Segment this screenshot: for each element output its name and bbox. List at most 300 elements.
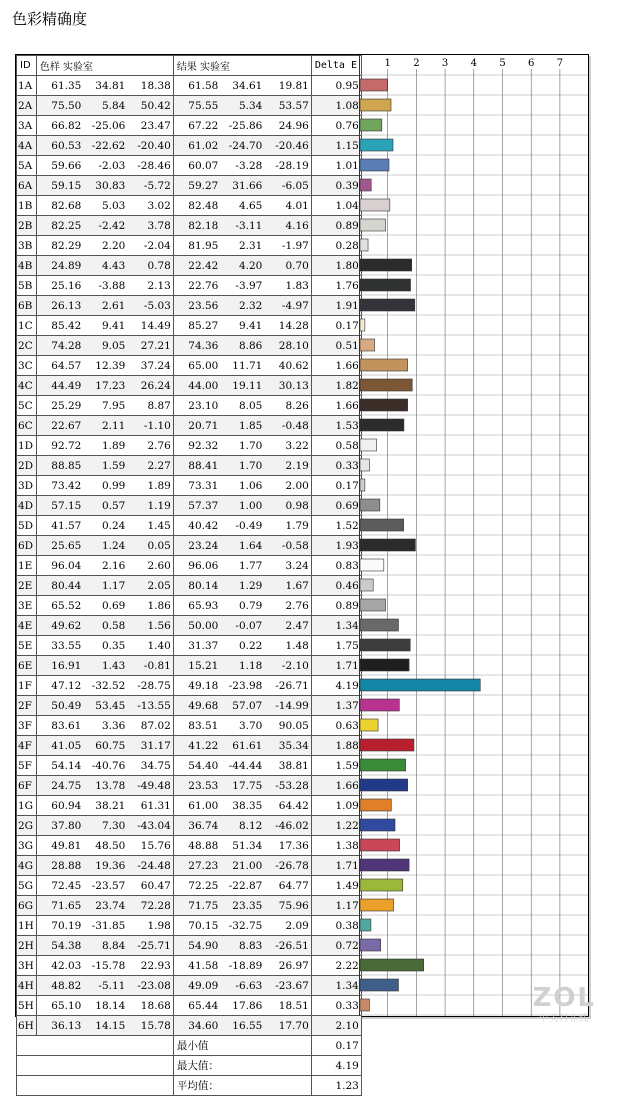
cell-res-l: 23.10 <box>173 396 220 416</box>
cell-res-l: 49.18 <box>173 676 220 696</box>
cell-ref-b: -5.72 <box>127 176 173 196</box>
cell-patch-id: 5E <box>17 636 37 656</box>
cell-ref-l: 96.04 <box>36 556 83 576</box>
cell-ref-l: 41.57 <box>36 516 83 536</box>
cell-ref-a: -25.06 <box>83 116 127 136</box>
cell-res-a: 1.29 <box>220 576 264 596</box>
cell-res-a: 3.70 <box>220 716 264 736</box>
cell-res-a: -3.28 <box>220 156 264 176</box>
cell-res-b: 3.24 <box>264 556 311 576</box>
bar <box>360 999 369 1011</box>
cell-res-a: 4.65 <box>220 196 264 216</box>
x-tick-label: 5 <box>499 58 506 69</box>
cell-ref-b: 23.47 <box>127 116 173 136</box>
cell-res-b: 14.28 <box>264 316 311 336</box>
cell-ref-b: 1.56 <box>127 616 173 636</box>
cell-ref-b: 14.49 <box>127 316 173 336</box>
cell-delta-e: 0.17 <box>311 476 361 496</box>
cell-ref-a: 0.24 <box>83 516 127 536</box>
bar <box>360 719 378 731</box>
bar <box>360 519 404 531</box>
cell-ref-a: 2.20 <box>83 236 127 256</box>
cell-res-a: 17.86 <box>220 996 264 1016</box>
cell-res-b: -23.67 <box>264 976 311 996</box>
cell-res-l: 49.09 <box>173 976 220 996</box>
cell-ref-l: 82.29 <box>36 236 83 256</box>
bar <box>360 279 411 291</box>
watermark-logo: ZOL <box>532 983 596 1013</box>
cell-ref-b: 27.21 <box>127 336 173 356</box>
summary-value: 4.19 <box>311 1056 361 1076</box>
cell-delta-e: 0.17 <box>311 316 361 336</box>
cell-ref-a: 5.03 <box>83 196 127 216</box>
cell-delta-e: 1.09 <box>311 796 361 816</box>
cell-patch-id: 6E <box>17 656 37 676</box>
table-row <box>17 496 362 516</box>
cell-ref-a: 9.05 <box>83 336 127 356</box>
cell-res-a: 38.35 <box>220 796 264 816</box>
cell-res-a: 23.35 <box>220 896 264 916</box>
bar <box>360 139 393 151</box>
bar <box>360 439 377 451</box>
table-row <box>17 1016 362 1036</box>
bar <box>360 839 400 851</box>
cell-ref-b: 15.78 <box>127 1016 173 1036</box>
cell-res-a: -32.75 <box>220 916 264 936</box>
cell-ref-a: 0.69 <box>83 596 127 616</box>
cell-ref-b: 34.75 <box>127 756 173 776</box>
cell-ref-a: 2.61 <box>83 296 127 316</box>
cell-patch-id: 6F <box>17 776 37 796</box>
x-tick-label: 2 <box>413 58 420 69</box>
cell-ref-b: 31.17 <box>127 736 173 756</box>
cell-ref-l: 61.35 <box>36 76 83 96</box>
cell-ref-a: -22.62 <box>83 136 127 156</box>
cell-patch-id: 2F <box>17 696 37 716</box>
cell-res-b: 0.70 <box>264 256 311 276</box>
cell-res-b: 30.13 <box>264 376 311 396</box>
cell-delta-e: 0.89 <box>311 596 361 616</box>
cell-res-l: 74.36 <box>173 336 220 356</box>
header-result-lab: 结果 实验室 <box>173 56 311 76</box>
cell-res-l: 80.14 <box>173 576 220 596</box>
summary-label: 最大值： <box>173 1056 311 1076</box>
cell-delta-e: 0.33 <box>311 456 361 476</box>
cell-res-l: 82.18 <box>173 216 220 236</box>
color-accuracy-table <box>16 55 362 1096</box>
cell-delta-e: 0.83 <box>311 556 361 576</box>
cell-delta-e: 1.82 <box>311 376 361 396</box>
cell-ref-b: 1.86 <box>127 596 173 616</box>
cell-ref-a: 1.24 <box>83 536 127 556</box>
table-row <box>17 796 362 816</box>
cell-ref-a: 30.83 <box>83 176 127 196</box>
cell-res-l: 22.76 <box>173 276 220 296</box>
cell-ref-l: 26.13 <box>36 296 83 316</box>
cell-res-b: 2.76 <box>264 596 311 616</box>
cell-res-a: 1.00 <box>220 496 264 516</box>
cell-res-a: 1.85 <box>220 416 264 436</box>
cell-ref-a: 0.57 <box>83 496 127 516</box>
cell-ref-a: -31.85 <box>83 916 127 936</box>
cell-res-l: 81.95 <box>173 236 220 256</box>
bar <box>360 99 391 111</box>
cell-delta-e: 1.34 <box>311 616 361 636</box>
bar <box>360 179 371 191</box>
delta-e-bar-chart <box>359 55 588 1016</box>
cell-patch-id: 4E <box>17 616 37 636</box>
cell-res-b: 53.57 <box>264 96 311 116</box>
cell-res-l: 49.68 <box>173 696 220 716</box>
cell-delta-e: 1.53 <box>311 416 361 436</box>
cell-ref-b: -25.71 <box>127 936 173 956</box>
cell-ref-b: -13.55 <box>127 696 173 716</box>
cell-ref-b: -43.04 <box>127 816 173 836</box>
cell-ref-a: 48.50 <box>83 836 127 856</box>
cell-res-l: 27.23 <box>173 856 220 876</box>
cell-delta-e: 1.66 <box>311 356 361 376</box>
cell-patch-id: 2B <box>17 216 37 236</box>
cell-ref-l: 72.45 <box>36 876 83 896</box>
cell-delta-e: 0.33 <box>311 996 361 1016</box>
table-row <box>17 336 362 356</box>
bar <box>360 679 480 691</box>
cell-ref-a: 53.45 <box>83 696 127 716</box>
cell-ref-b: 2.27 <box>127 456 173 476</box>
cell-delta-e: 1.52 <box>311 516 361 536</box>
table-row <box>17 896 362 916</box>
cell-res-b: 90.05 <box>264 716 311 736</box>
cell-ref-b: 60.47 <box>127 876 173 896</box>
bar <box>360 479 365 491</box>
cell-delta-e: 0.95 <box>311 76 361 96</box>
cell-res-l: 41.58 <box>173 956 220 976</box>
table-row <box>17 316 362 336</box>
cell-patch-id: 4A <box>17 136 37 156</box>
cell-res-b: 2.19 <box>264 456 311 476</box>
cell-res-l: 57.37 <box>173 496 220 516</box>
cell-ref-b: 2.76 <box>127 436 173 456</box>
bar <box>360 299 415 311</box>
x-tick-label: 1 <box>384 58 391 69</box>
cell-patch-id: 3G <box>17 836 37 856</box>
cell-ref-a: 5.84 <box>83 96 127 116</box>
cell-ref-a: -3.88 <box>83 276 127 296</box>
cell-ref-l: 74.28 <box>36 336 83 356</box>
bar <box>360 919 371 931</box>
cell-patch-id: 1A <box>17 76 37 96</box>
table-row <box>17 356 362 376</box>
cell-delta-e: 1.08 <box>311 96 361 116</box>
cell-delta-e: 1.66 <box>311 396 361 416</box>
cell-ref-a: 38.21 <box>83 796 127 816</box>
cell-res-l: 70.15 <box>173 916 220 936</box>
table-row <box>17 596 362 616</box>
cell-ref-a: -5.11 <box>83 976 127 996</box>
cell-res-a: 1.06 <box>220 476 264 496</box>
cell-res-b: 1.67 <box>264 576 311 596</box>
cell-patch-id: 3E <box>17 596 37 616</box>
cell-res-a: 21.00 <box>220 856 264 876</box>
cell-ref-l: 65.52 <box>36 596 83 616</box>
cell-ref-b: 2.60 <box>127 556 173 576</box>
table-row <box>17 836 362 856</box>
cell-res-a: 4.20 <box>220 256 264 276</box>
cell-res-b: 64.42 <box>264 796 311 816</box>
cell-ref-l: 59.15 <box>36 176 83 196</box>
cell-patch-id: 4D <box>17 496 37 516</box>
cell-res-a: 9.41 <box>220 316 264 336</box>
cell-ref-b: -20.40 <box>127 136 173 156</box>
cell-ref-b: 15.76 <box>127 836 173 856</box>
cell-res-a: 8.83 <box>220 936 264 956</box>
cell-res-a: -23.98 <box>220 676 264 696</box>
table-row <box>17 396 362 416</box>
cell-ref-l: 24.89 <box>36 256 83 276</box>
bar <box>360 319 365 331</box>
cell-ref-a: -40.76 <box>83 756 127 776</box>
cell-ref-l: 80.44 <box>36 576 83 596</box>
cell-res-l: 71.75 <box>173 896 220 916</box>
table-row <box>17 956 362 976</box>
cell-res-b: 38.81 <box>264 756 311 776</box>
table-row <box>17 76 362 96</box>
cell-res-a: -22.87 <box>220 876 264 896</box>
cell-ref-l: 36.13 <box>36 1016 83 1036</box>
cell-delta-e: 1.37 <box>311 696 361 716</box>
cell-ref-a: 14.15 <box>83 1016 127 1036</box>
bar <box>360 659 409 671</box>
cell-delta-e: 4.19 <box>311 676 361 696</box>
cell-delta-e: 1.88 <box>311 736 361 756</box>
cell-ref-l: 92.72 <box>36 436 83 456</box>
summary-label: 最小值 <box>173 1036 311 1056</box>
cell-patch-id: 5G <box>17 876 37 896</box>
cell-ref-a: 4.43 <box>83 256 127 276</box>
bar <box>360 539 415 551</box>
cell-ref-l: 60.94 <box>36 796 83 816</box>
cell-delta-e: 1.22 <box>311 816 361 836</box>
cell-delta-e: 0.28 <box>311 236 361 256</box>
bar <box>360 379 412 391</box>
cell-res-b: -53.28 <box>264 776 311 796</box>
cell-delta-e: 1.71 <box>311 856 361 876</box>
cell-ref-l: 49.62 <box>36 616 83 636</box>
cell-res-b: 8.26 <box>264 396 311 416</box>
bar <box>360 219 386 231</box>
cell-ref-b: -0.81 <box>127 656 173 676</box>
table-row <box>17 456 362 476</box>
cell-delta-e: 2.10 <box>311 1016 361 1036</box>
cell-delta-e: 1.91 <box>311 296 361 316</box>
cell-ref-a: 7.30 <box>83 816 127 836</box>
cell-ref-b: 1.89 <box>127 476 173 496</box>
cell-res-a: 0.22 <box>220 636 264 656</box>
cell-patch-id: 1H <box>17 916 37 936</box>
cell-ref-l: 88.85 <box>36 456 83 476</box>
cell-res-b: 17.36 <box>264 836 311 856</box>
cell-ref-b: 0.78 <box>127 256 173 276</box>
cell-ref-a: -32.52 <box>83 676 127 696</box>
cell-res-a: 51.34 <box>220 836 264 856</box>
cell-ref-l: 47.12 <box>36 676 83 696</box>
bar <box>360 619 398 631</box>
bar <box>360 199 390 211</box>
cell-patch-id: 1D <box>17 436 37 456</box>
cell-delta-e: 1.38 <box>311 836 361 856</box>
bar <box>360 119 382 131</box>
cell-res-b: 26.97 <box>264 956 311 976</box>
cell-res-l: 75.55 <box>173 96 220 116</box>
cell-res-l: 83.51 <box>173 716 220 736</box>
table-row <box>17 376 362 396</box>
cell-delta-e: 0.38 <box>311 916 361 936</box>
cell-res-l: 36.74 <box>173 816 220 836</box>
table-row <box>17 756 362 776</box>
cell-patch-id: 1F <box>17 676 37 696</box>
cell-ref-b: 50.42 <box>127 96 173 116</box>
bar <box>360 579 373 591</box>
cell-res-a: -0.07 <box>220 616 264 636</box>
cell-res-l: 61.00 <box>173 796 220 816</box>
bar <box>360 779 408 791</box>
table-row <box>17 856 362 876</box>
cell-patch-id: 1G <box>17 796 37 816</box>
cell-res-l: 44.00 <box>173 376 220 396</box>
bar <box>360 499 380 511</box>
cell-res-b: 18.51 <box>264 996 311 1016</box>
cell-ref-b: 61.31 <box>127 796 173 816</box>
cell-res-l: 23.24 <box>173 536 220 556</box>
cell-ref-a: 9.41 <box>83 316 127 336</box>
cell-res-b: -26.51 <box>264 936 311 956</box>
table-row <box>17 916 362 936</box>
bar <box>360 939 381 951</box>
summary-row <box>17 1036 362 1056</box>
cell-res-l: 31.37 <box>173 636 220 656</box>
cell-res-b: -1.97 <box>264 236 311 256</box>
cell-res-l: 65.93 <box>173 596 220 616</box>
cell-res-a: -18.89 <box>220 956 264 976</box>
bar <box>360 419 404 431</box>
cell-ref-b: -23.08 <box>127 976 173 996</box>
cell-res-b: 40.62 <box>264 356 311 376</box>
cell-delta-e: 1.15 <box>311 136 361 156</box>
cell-res-a: -0.49 <box>220 516 264 536</box>
cell-ref-a: 7.95 <box>83 396 127 416</box>
cell-res-a: -6.63 <box>220 976 264 996</box>
bar <box>360 699 399 711</box>
table-row <box>17 476 362 496</box>
bar <box>360 259 412 271</box>
cell-patch-id: 2C <box>17 336 37 356</box>
bar <box>360 159 389 171</box>
table-row <box>17 156 362 176</box>
cell-patch-id: 6G <box>17 896 37 916</box>
table-row <box>17 976 362 996</box>
bar <box>360 559 384 571</box>
cell-ref-a: 12.39 <box>83 356 127 376</box>
cell-ref-l: 83.61 <box>36 716 83 736</box>
cell-res-b: 1.79 <box>264 516 311 536</box>
cell-ref-b: 18.38 <box>127 76 173 96</box>
table-row <box>17 736 362 756</box>
cell-ref-b: 3.02 <box>127 196 173 216</box>
cell-res-b: 4.16 <box>264 216 311 236</box>
table-row <box>17 96 362 116</box>
cell-ref-b: 37.24 <box>127 356 173 376</box>
cell-res-l: 92.32 <box>173 436 220 456</box>
table-row <box>17 876 362 896</box>
cell-res-a: 17.75 <box>220 776 264 796</box>
bar <box>360 639 410 651</box>
cell-ref-a: 34.81 <box>83 76 127 96</box>
cell-res-a: -3.11 <box>220 216 264 236</box>
cell-ref-l: 25.16 <box>36 276 83 296</box>
cell-ref-b: -5.03 <box>127 296 173 316</box>
table-row <box>17 996 362 1016</box>
summary-spacer <box>17 1056 174 1076</box>
cell-delta-e: 1.17 <box>311 896 361 916</box>
bar <box>360 799 391 811</box>
cell-ref-b: 2.13 <box>127 276 173 296</box>
cell-res-l: 72.25 <box>173 876 220 896</box>
cell-ref-l: 82.68 <box>36 196 83 216</box>
cell-res-l: 73.31 <box>173 476 220 496</box>
cell-ref-a: 0.58 <box>83 616 127 636</box>
cell-res-l: 15.21 <box>173 656 220 676</box>
cell-res-a: 61.61 <box>220 736 264 756</box>
cell-ref-a: 2.11 <box>83 416 127 436</box>
table-row <box>17 116 362 136</box>
cell-ref-l: 54.38 <box>36 936 83 956</box>
cell-patch-id: 2A <box>17 96 37 116</box>
header-id: ID <box>17 56 37 76</box>
cell-res-b: -20.46 <box>264 136 311 156</box>
cell-ref-l: 59.66 <box>36 156 83 176</box>
cell-res-l: 88.41 <box>173 456 220 476</box>
bar <box>360 959 424 971</box>
cell-ref-a: -23.57 <box>83 876 127 896</box>
bar <box>360 399 408 411</box>
cell-res-l: 61.58 <box>173 76 220 96</box>
cell-ref-b: 87.02 <box>127 716 173 736</box>
cell-res-l: 23.56 <box>173 296 220 316</box>
table-row <box>17 656 362 676</box>
cell-ref-a: 1.43 <box>83 656 127 676</box>
cell-ref-l: 57.15 <box>36 496 83 516</box>
cell-patch-id: 3C <box>17 356 37 376</box>
cell-res-a: 1.77 <box>220 556 264 576</box>
cell-patch-id: 2D <box>17 456 37 476</box>
summary-row <box>17 1056 362 1076</box>
table-row <box>17 136 362 156</box>
cell-res-l: 65.00 <box>173 356 220 376</box>
cell-ref-l: 48.82 <box>36 976 83 996</box>
cell-ref-b: -24.48 <box>127 856 173 876</box>
cell-res-b: -28.19 <box>264 156 311 176</box>
cell-res-a: 8.86 <box>220 336 264 356</box>
cell-ref-a: 1.59 <box>83 456 127 476</box>
cell-res-l: 59.27 <box>173 176 220 196</box>
table-row <box>17 616 362 636</box>
cell-res-b: 28.10 <box>264 336 311 356</box>
x-tick-label: 6 <box>528 58 535 69</box>
cell-ref-a: 17.23 <box>83 376 127 396</box>
cell-ref-a: 19.36 <box>83 856 127 876</box>
cell-ref-b: 18.68 <box>127 996 173 1016</box>
cell-ref-l: 66.82 <box>36 116 83 136</box>
